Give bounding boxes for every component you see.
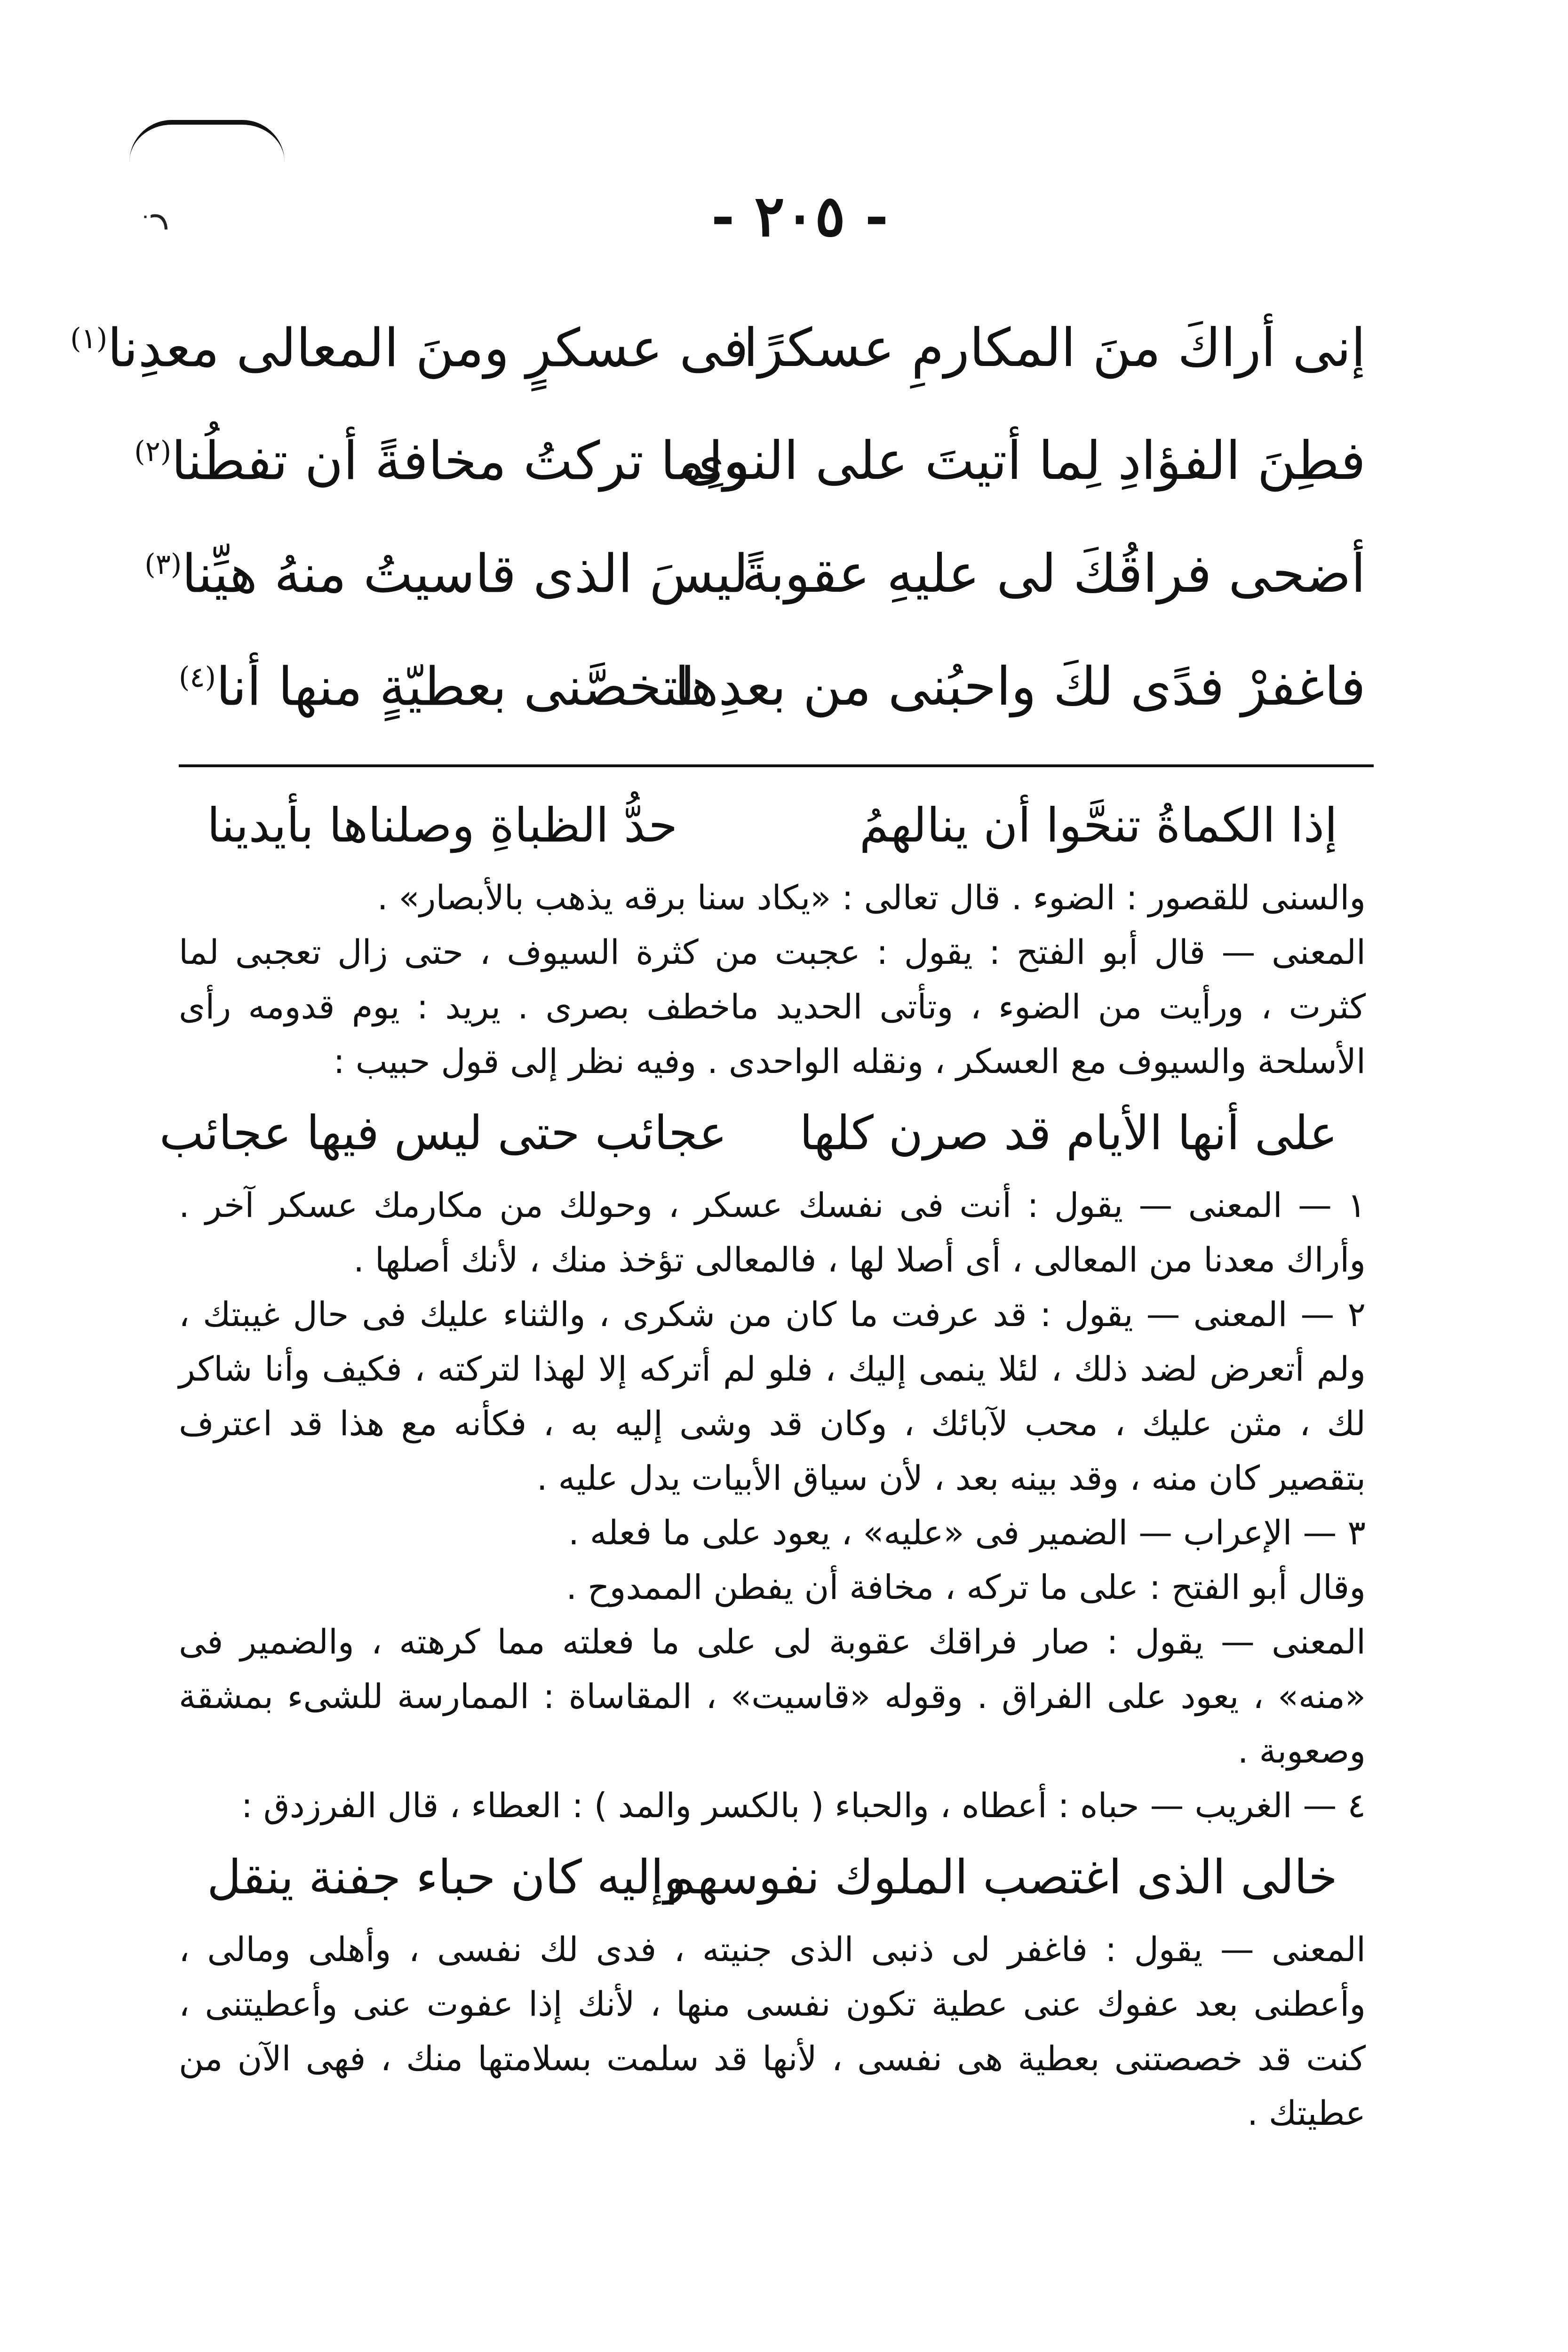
footnote-marker: (٤) bbox=[179, 661, 216, 694]
footnote-marker: (٣) bbox=[144, 548, 182, 581]
margin-note-text: ز bbox=[129, 212, 167, 228]
commentary-paragraph: ٣ — الإعراب — الضمير فى «عليه» ، يعود على ما فعله . bbox=[568, 1513, 1366, 1552]
cited-verse-first: خالى الذى اغتصب الملوك نفوسهم bbox=[666, 1850, 1337, 1905]
footnote-marker: (٢) bbox=[134, 435, 172, 468]
verse-text: ولِما تركتُ مخافةً أن تفطُنا bbox=[171, 430, 749, 492]
commentary-paragraph: ٤ — الغريب — حباه : أعطاه ، والحباء ( بالكسر والمد ) : العطاء ، قال الفرزدق : bbox=[241, 1786, 1366, 1825]
verse-text: ليسَ الذى قاسيتُ منهُ هيِّنا bbox=[182, 543, 749, 605]
verse-hemistich-second bbox=[134, 395, 749, 517]
footnote-marker: (١) bbox=[70, 322, 108, 355]
commentary-paragraph: المعنى — يقول : صار فراقك عقوبة لى على ما فعلته مما كرهته ، والضمير فى «منه» ، يعود على الفراق . وقوله «قاسيت» ، المقاساة : الممارسة للشىء بمشقة وصعوبة . bbox=[179, 1622, 1366, 1771]
commentary-paragraph: والسنى للقصور : الضوء . قال تعالى : «يكاد سنا برقه يذهب بالأبصار» . bbox=[377, 878, 1366, 917]
verse-hemistich-first: إنى أراكَ منَ المكارمِ عسكرًا bbox=[743, 318, 1366, 379]
cited-verse-first: إذا الكماةُ تنحَّوا أن ينالهمُ bbox=[859, 798, 1337, 853]
cited-verse-second: حدُّ الظباةِ وصلناها بأيدينا bbox=[207, 798, 678, 853]
verse-text: فى عسكرٍ ومنَ المعالى معدِنا bbox=[107, 318, 749, 379]
commentary-paragraph: المعنى — يقول : فاغفر لى ذنبى الذى جنيته ، فدى لك نفسى ، وأهلى ومالى ، وأعطنى بعد عفوك عنى عطية تكون نفسى منها ، لأنك إذا عفوت عنى وأعطيتنى ، كنت قد خصصتنى بعطية هى نفسى ، لأنها قد سلمت بسلامتها منك ، فهى الآن من عطيتك . bbox=[179, 1930, 1366, 2133]
footnote-separator bbox=[179, 764, 1374, 767]
commentary-paragraph: المعنى — قال أبو الفتح : يقول : عجبت من كثرة السيوف ، حتى زال تعجبى لما كثرت ، ورأيت من الضوء ، وتأتى الحديد ماخطف بصرى . يريد : يوم قدومه رأى الأسلحة والسيوف مع العسكر ، ونقله الواحدى . وفيه نظر إلى قول حبيب : bbox=[179, 932, 1366, 1081]
verse-4 bbox=[179, 621, 1366, 734]
verse-hemistich-first: أضحى فراقُكَ لى عليهِ عقوبةً bbox=[741, 543, 1366, 605]
verse-2 bbox=[134, 395, 1366, 508]
poem-verses bbox=[70, 282, 1366, 734]
verse-hemistich-first: فطِنَ الفؤادِ لِما أتيتَ على النوى bbox=[683, 430, 1366, 492]
cited-verse bbox=[179, 1833, 1366, 1922]
verse-hemistich-second bbox=[70, 282, 749, 405]
margin-bracket bbox=[129, 120, 285, 162]
verse-1 bbox=[70, 282, 1366, 395]
verse-text: لتخصَّنى بعطيّةٍ منها أنا bbox=[216, 656, 695, 718]
page-number: - ٢٠٥ - bbox=[711, 183, 889, 249]
cited-verse bbox=[159, 1089, 1366, 1178]
cited-verse-second: وإليه كان حباء جفنة ينقل bbox=[207, 1850, 686, 1905]
cited-verse bbox=[179, 781, 1366, 870]
cited-verse-first: على أنها الأيام قد صرن كلها bbox=[799, 1105, 1337, 1160]
commentary-paragraph: ٢ — المعنى — يقول : قد عرفت ما كان من شكرى ، والثناء عليك فى حال غيبتك ، ولم أتعرض لضد ذلك ، لئلا ينمى إليك ، فلو لم أتركه إلا لهذا لتركته ، فكيف وأنا شاكر لك ، مثن عليك ، محب لآبائك ، وكان قد وشى إليه به ، فكأنه مع هذا قد اعترف بتقصير كان منه ، وقد بينه بعد ، لأن سياق الأبيات يدل عليه . bbox=[179, 1295, 1366, 1498]
verse-hemistich-second bbox=[179, 621, 748, 743]
commentary-paragraph: وقال أبو الفتح : على ما تركه ، مخافة أن يفطن الممدوح . bbox=[566, 1567, 1366, 1607]
verse-hemistich-first: فاغفرْ فدًى لكَ واحبُنى من بعدِها bbox=[674, 656, 1366, 718]
verse-3 bbox=[144, 508, 1366, 621]
commentary-paragraph: ١ — المعنى — يقول : أنت فى نفسك عسكر ، وحولك من مكارمك عسكر آخر . وأراك معدنا من المعالى ، أى أصلا لها ، فالمعالى تؤخذ منك ، لأنك أصلها . bbox=[179, 1185, 1366, 1279]
commentary bbox=[159, 781, 1366, 2140]
cited-verse-second: عجائب حتى ليس فيها عجائب bbox=[159, 1105, 727, 1160]
verse-hemistich-second bbox=[144, 508, 749, 630]
margin-annotation bbox=[129, 125, 285, 228]
